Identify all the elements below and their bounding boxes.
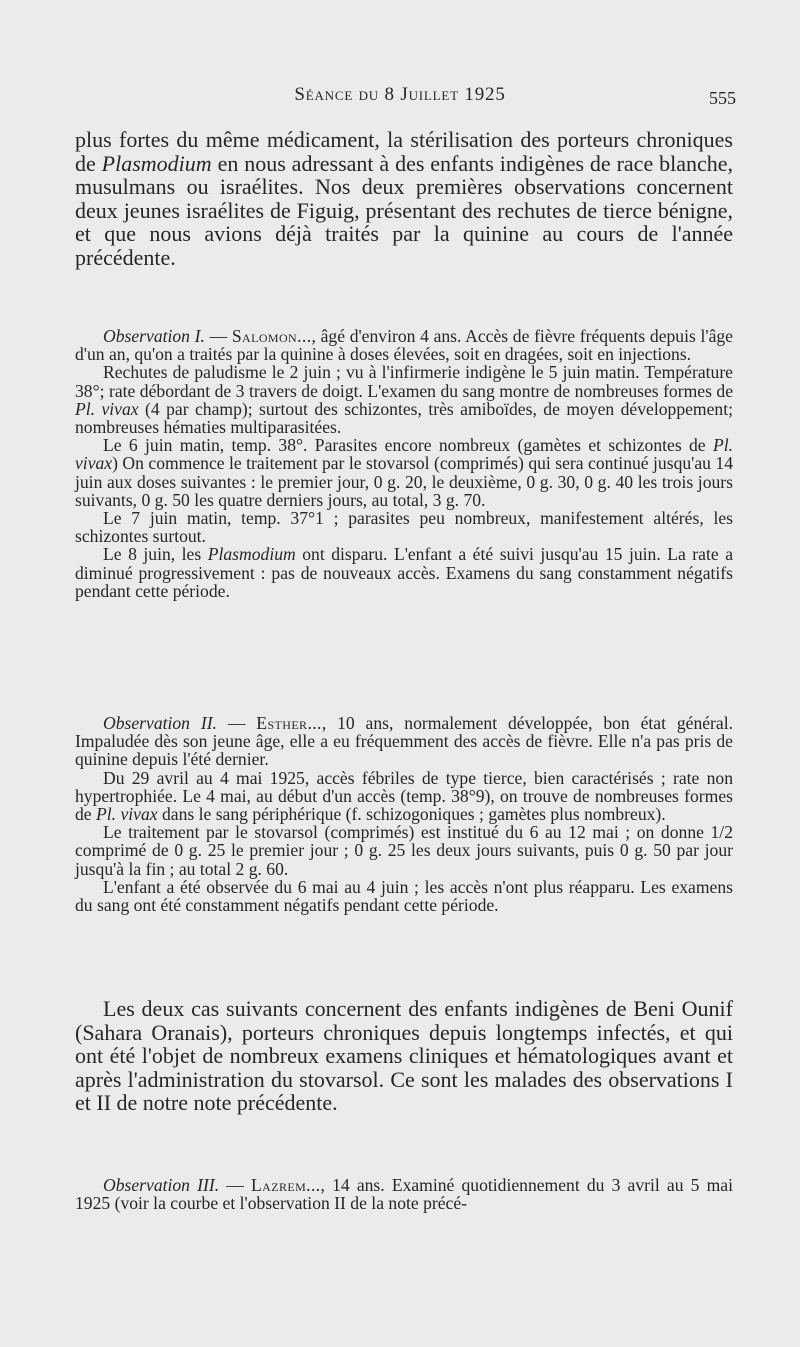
transition-paragraph: Les deux cas suivants concernent des enfants indigènes de Beni Ounif (Sahara Oranais), porteurs chroniques depuis longtemps infectés, et qui ont été l'objet de nombreux examens cliniques et hématologiques avant et après l'administration du stovarsol. Ce sont les malades des observations I et II de notre note précédente. <box>75 996 733 1116</box>
intro-paragraph: plus fortes du même médicament, la stérilisation des porteurs chroniques de Plasmodium en nous adressant à des enfants indigènes de race blanche, musulmans ou israélites. Nos deux premières observations concernent deux jeunes israélites de Figuig, présentant des rechutes de tierce bénigne, et que nous avions déjà traités par la quinine au cours de l'année précédente. <box>75 127 734 270</box>
observation-2-paragraph: Du 29 avril au 4 mai 1925, accès fébriles de type tierce, bien caractérisés ; rate non hypertrophiée. Le 4 mai, au début d'un accès (temp. 38°9), on trouve de nombreuses formes de Pl. vivax dans le sang périphérique (f. schizogoniques ; gamètes plus nombreux). <box>75 767 733 825</box>
observation-2 <box>75 714 733 914</box>
observation-1-paragraph: Le 8 juin, les Plasmodium ont disparu. L'enfant a été suivi jusqu'au 15 juin. La rate a diminué progressivement : pas de nouveaux accès. Examens du sang constamment négatifs pendant cette période. <box>75 544 734 601</box>
observation-label: Observation I. <box>103 326 205 346</box>
observation-2-paragraph: Observation II. — Esther..., 10 ans, normalement développée, bon état général. Impaludée dès son jeune âge, elle a eu fréquemment des accès de fièvre. Elle n'a pas pris de quinine depuis l'été dernier. <box>75 713 734 770</box>
observation-3 <box>75 1176 733 1212</box>
taxon-term: Plasmodium <box>207 544 296 565</box>
observation-3-paragraph: Observation III. — Lazrem..., 14 ans. Examiné quotidiennement du 3 avril au 5 mai 1925 (voir la courbe et l'observation II de la note précé- <box>75 1175 734 1214</box>
patient-name: Salomon... <box>231 326 312 346</box>
taxon-term: Pl. vivax <box>75 435 733 474</box>
taxon-term: Plasmodium <box>101 150 212 176</box>
observation-label: Observation II. <box>103 713 217 733</box>
patient-name: Lazrem... <box>251 1175 321 1195</box>
page-header <box>0 84 800 114</box>
observation-2-paragraph: Le traitement par le stovarsol (comprimés) est institué du 6 au 12 mai ; on donne 1/2 comprimé de 0 g. 25 le premier jour ; 0 g. 25 les deux jours suivants, puis 0 g. 50 par jour jusqu'à la fin ; au total 2 g. 60. <box>75 822 733 879</box>
observation-1-paragraph: Rechutes de paludisme le 2 juin ; vu à l'infirmerie indigène le 5 juin matin. Température 38°; rate débordant de 3 travers de doigt. L'examen du sang montre de nombreuses formes de Pl. vivax (4 par champ); surtout des schizontes, très amiboïdes, de moyen développement; nombreuses hématies multiparasitées. <box>75 362 733 438</box>
taxon-term: Pl. vivax <box>75 398 139 419</box>
observation-label: Observation III. <box>103 1175 220 1195</box>
taxon-term: Pl. vivax <box>96 804 158 825</box>
transition-paragraph-block <box>75 997 733 1115</box>
observation-2-paragraph: L'enfant a été observée du 6 mai au 4 juin ; les accès n'ont plus réapparu. Les examens du sang ont été constamment négatifs pendant cette période. <box>75 876 733 916</box>
observation-1-paragraph: Observation I. — Salomon..., âgé d'environ 4 ans. Accès de fièvre fréquents depuis l'âge d'un an, qu'on a traités par la quinine à doses élevées, soit en dragées, soit en injections. <box>75 326 733 365</box>
observation-1-paragraph: Le 6 juin matin, temp. 38°. Parasites encore nombreux (gamètes et schizontes de Pl. vivax) On commence le traitement par le stovarsol (comprimés) qui sera continué jusqu'au 14 juin aux doses suivantes : le premier jour, 0 g. 20, le deuxième, 0 g. 30, 0 g. 40 les trois jours suivants, 0 g. 50 les quatre derniers jours, au total, 3 g. 70. <box>75 435 733 510</box>
intro-paragraph-block <box>75 128 733 270</box>
patient-name: Esther... <box>256 713 322 733</box>
observation-1 <box>75 327 733 600</box>
observation-1-paragraph: Le 7 juin matin, temp. 37°1 ; parasites peu nombreux, manifestement altérés, les schizontes surtout. <box>75 508 733 547</box>
page-number: 555 <box>709 88 736 108</box>
running-title: Séance du 8 Juillet 1925 <box>294 84 506 105</box>
